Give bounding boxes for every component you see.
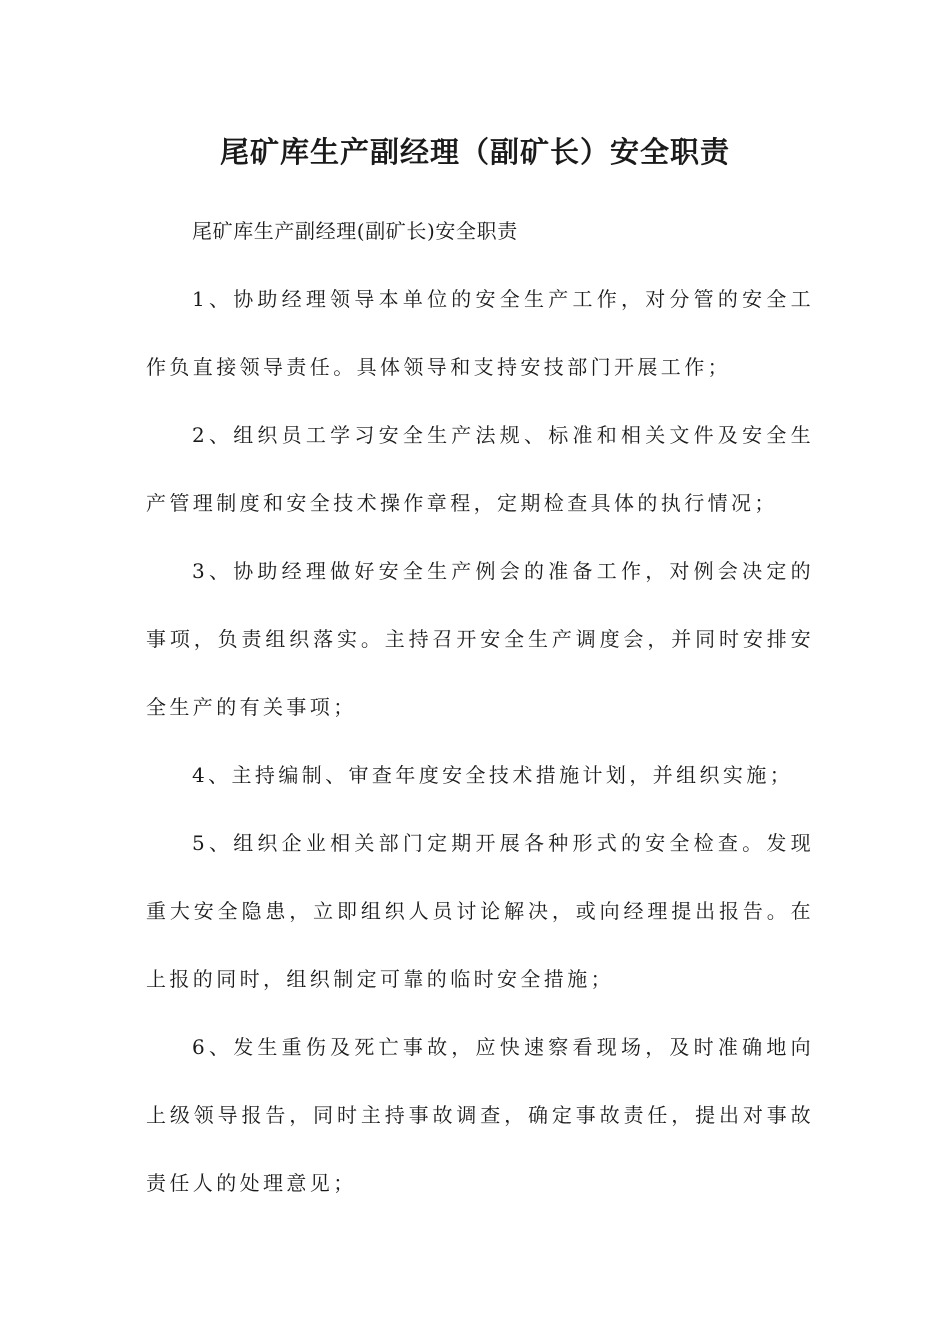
- document-body: [146, 197, 814, 1217]
- duty-item-4: 4、主持编制、审查年度安全技术措施计划，并组织实施；: [192, 763, 794, 787]
- document-title: 尾矿库生产副经理（副矿长）安全职责: [219, 135, 730, 169]
- duty-item-5: 5、组织企业相关部门定期开展各种形式的安全检查。发现重大安全隐患，立即组织人员讨论解决，或向经理提出报告。在上报的同时，组织制定可靠的临时安全措施；: [146, 831, 814, 991]
- duty-item-3: 3、协助经理做好安全生产例会的准备工作，对例会决定的事项，负责组织落实。主持召开安全生产调度会，并同时安排安全生产的有关事项；: [146, 559, 814, 719]
- duty-item-1: 1、协助经理领导本单位的安全生产工作，对分管的安全工作负直接领导责任。具体领导和支持安技部门开展工作；: [146, 287, 814, 379]
- document-subtitle: 尾矿库生产副经理(副矿长)安全职责: [192, 219, 518, 243]
- duty-item-6: 6、发生重伤及死亡事故，应快速察看现场，及时准确地向上级领导报告，同时主持事故调查，确定事故责任，提出对事故责任人的处理意见；: [146, 1035, 814, 1195]
- duty-item-2: 2、组织员工学习安全生产法规、标准和相关文件及安全生产管理制度和安全技术操作章程，定期检查具体的执行情况；: [146, 423, 814, 515]
